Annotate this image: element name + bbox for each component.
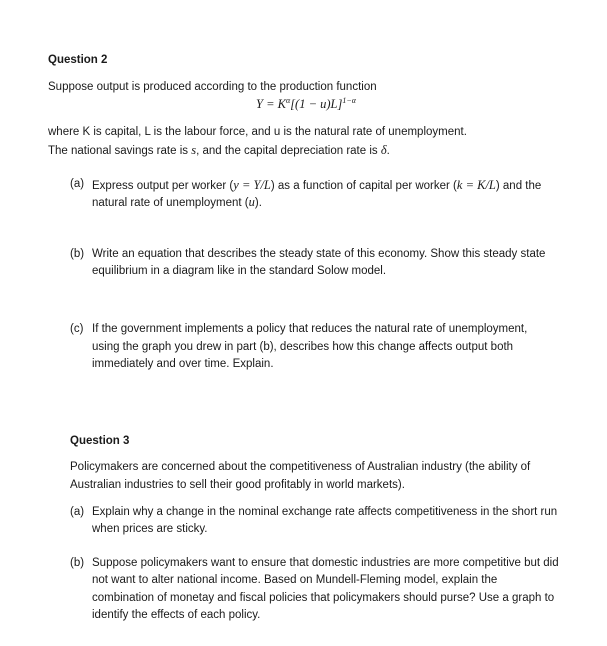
q2-part-b-line2: equilibrium in a diagram like in the standard Solow model. (92, 265, 387, 277)
q2-part-b-label: (b) (70, 248, 85, 260)
q3-intro-line1: Policymakers are concerned about the competitiveness of Australian industry (the ability of (70, 461, 531, 473)
q2-part-a-line1: Express output per worker (y = Y/L) as a function of capital per worker (k = K/L) and the (92, 178, 542, 192)
q3-part-a-line1: Explain why a change in the nominal exchange rate affects competitiveness in the short run (92, 506, 558, 518)
q2-part-a-label: (a) (70, 178, 85, 190)
q2-savings-line: The national savings rate is s, and the capital depreciation rate is δ. (48, 143, 390, 157)
q3-part-b-label: (b) (70, 557, 85, 569)
q2-part-c-line3: immediately and over time. Explain. (92, 358, 274, 370)
q2-part-c-line2: using the graph you drew in part (b), describes how this change affects output both (92, 341, 514, 353)
q3-intro-line2: Australian industries to sell their good profitably in world markets). (70, 479, 405, 491)
q3-part-a-line2: when prices are sticky. (92, 523, 208, 535)
q3-part-b-line1: Suppose policymakers want to ensure that domestic industries are more competitive but did (92, 557, 559, 569)
q2-intro: Suppose output is produced according to the production function (48, 81, 377, 93)
q3-part-b-line4: identify the effects of each policy. (92, 609, 261, 621)
question-2-title: Question 2 (48, 54, 108, 66)
q3-part-b-line3: combination of monetay and fiscal policies that policymakers should purse? Use a graph to (92, 592, 555, 604)
q2-definitions-line: where K is capital, L is the labour force, and u is the natural rate of unemployment. (48, 126, 467, 138)
q3-part-b-line2: not want to alter national income. Based on Mundell-Fleming model, explain the (92, 574, 498, 586)
q2-part-c-label: (c) (70, 323, 84, 335)
q2-part-b-line1: Write an equation that describes the steady state of this economy. Show this steady state (92, 248, 546, 260)
q2-part-a-line2: natural rate of unemployment (u). (92, 195, 262, 209)
q2-part-c-line1: If the government implements a policy that reduces the natural rate of unemployment, (92, 323, 528, 335)
question-3-title: Question 3 (70, 435, 130, 447)
production-function-equation: $Y = K^\alpha[(1 - u)L]^{1-\alpha}$ (256, 96, 356, 112)
q3-part-a-label: (a) (70, 506, 85, 518)
